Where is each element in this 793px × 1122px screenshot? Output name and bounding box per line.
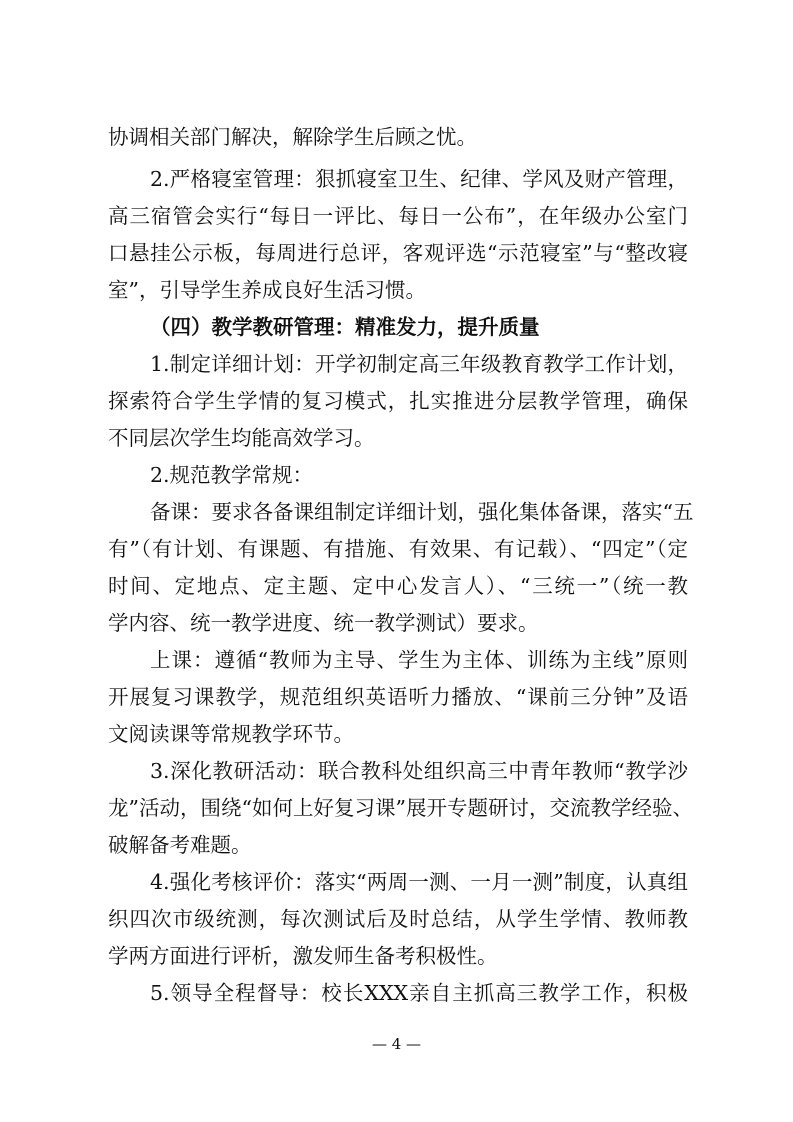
paragraph-line: 5.领导全程督导：校长XXX亲自主抓高三教学工作，积极 (150, 981, 688, 1005)
section-heading: （四）教学教研管理：精准发力，提升质量 (150, 315, 540, 339)
page-number: — 4 — (371, 1035, 422, 1053)
paragraph-line: 上课：遵循“教师为主导、学生为主体、训练为主线”原则 (150, 648, 688, 672)
paragraph-line: 织四次市级统测，每次测试后及时总结，从学生学情、教师教 (108, 907, 688, 931)
paragraph-line: 室”，引导学生养成良好生活习惯。 (108, 278, 426, 302)
paragraph-line: 3.深化教研活动：联合教科处组织高三中青年教师“教学沙 (150, 759, 688, 783)
paragraph-line: 高三宿管会实行“每日一评比、每日一公布”，在年级办公室门 (108, 204, 688, 228)
paragraph-line: 备课：要求各备课组制定详细计划，强化集体备课，落实“五 (150, 500, 694, 524)
paragraph-line: 2.规范教学常规： (150, 463, 314, 487)
paragraph-line: 有”（有计划、有课题、有措施、有效果、有记载）、“四定”（定 (108, 537, 688, 561)
paragraph-line: 开展复习课教学，规范组织英语听力播放、“课前三分钟”及语 (108, 685, 688, 709)
paragraph-line: 文阅读课等常规教学环节。 (108, 722, 354, 746)
paragraph-line: 不同层次学生均能高效学习。 (108, 426, 375, 450)
paragraph-line: 学两方面进行评析，激发师生备考积极性。 (108, 944, 498, 968)
paragraph-line: 探索符合学生学情的复习模式，扎实推进分层教学管理，确保 (108, 389, 688, 413)
paragraph-line: 时间、定地点、定主题、定中心发言人）、“三统一”（统一教 (108, 574, 688, 598)
paragraph-line: 协调相关部门解决，解除学生后顾之忧。 (108, 125, 477, 149)
paragraph-line: 龙”活动，围绕“如何上好复习课”展开专题研讨，交流教学经验、 (108, 796, 693, 820)
paragraph-line: 学内容、统一教学进度、统一教学测试）要求。 (108, 611, 539, 635)
paragraph-line: 口悬挂公示板，每周进行总评，客观评选“示范寝室”与“整改寝 (108, 241, 688, 265)
paragraph-line: 破解备考难题。 (108, 833, 252, 857)
paragraph-line: 2.严格寝室管理：狠抓寝室卫生、纪律、学风及财产管理， (150, 167, 688, 191)
paragraph-line: 4.强化考核评价：落实“两周一测、一月一测”制度，认真组 (150, 870, 688, 894)
paragraph-line: 1.制定详细计划：开学初制定高三年级教育教学工作计划， (150, 352, 688, 376)
